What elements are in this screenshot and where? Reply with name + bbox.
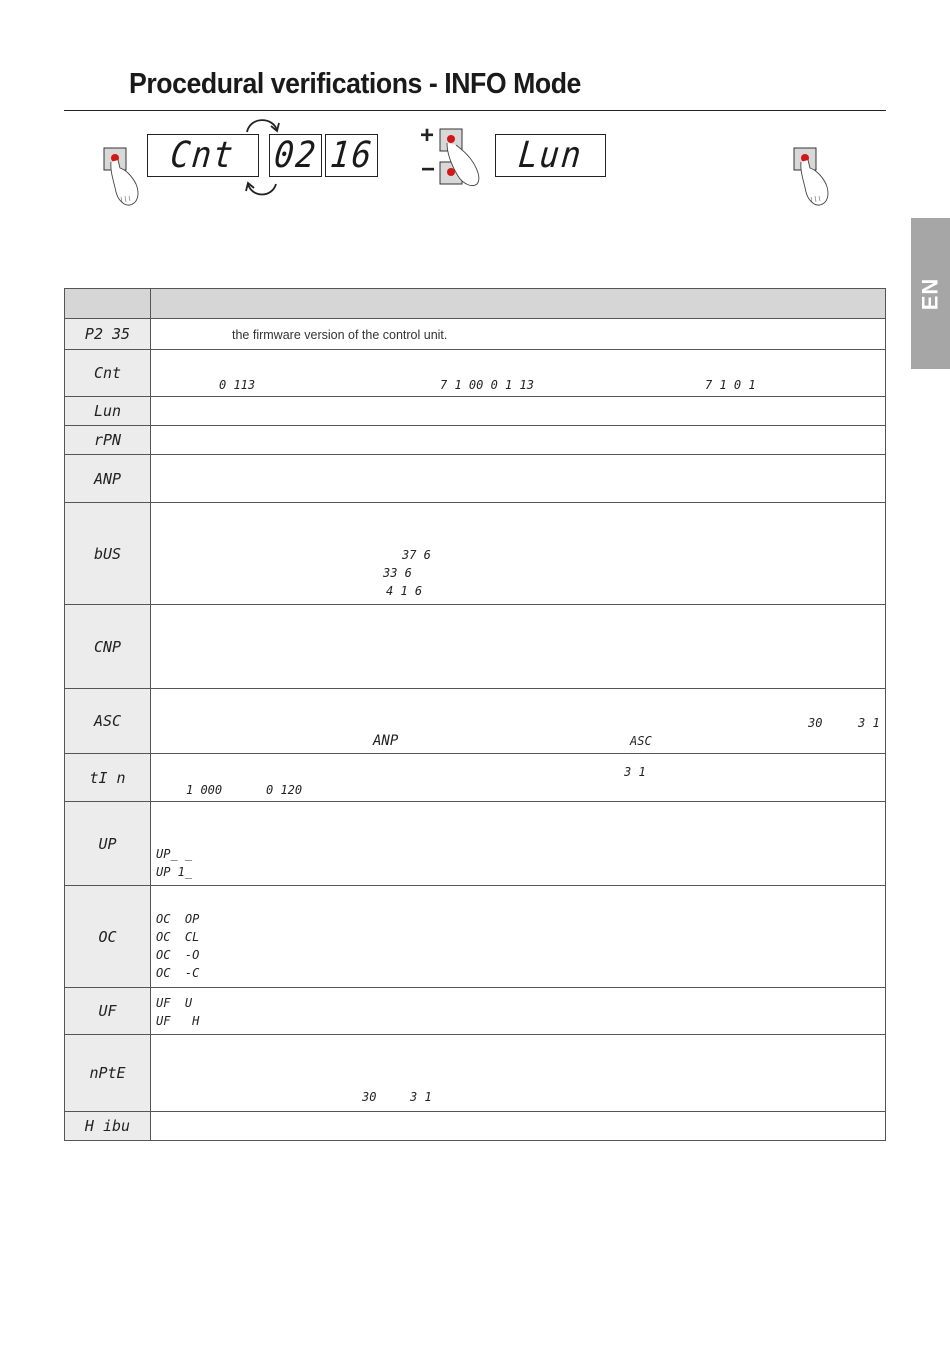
press-button-icon — [794, 148, 828, 205]
info-description: 3 1 1 000 0 120 — [151, 754, 886, 802]
info-code: bUS — [65, 503, 151, 605]
table-row — [65, 426, 886, 455]
title-divider — [64, 110, 886, 111]
info-description — [151, 455, 886, 503]
table-row — [65, 319, 886, 350]
procedure-diagram — [0, 112, 950, 212]
press-button-icon — [104, 148, 138, 205]
table-row — [65, 1112, 886, 1141]
table-row — [65, 988, 886, 1035]
info-description: 0 113 7 1 00 0 1 13 7 1 0 1 — [151, 350, 886, 397]
info-code: Lun — [65, 397, 151, 426]
info-description: 37 6 33 6 4 1 6 — [151, 503, 886, 605]
table-row — [65, 503, 886, 605]
info-description: the firmware version of the control unit. — [151, 319, 886, 350]
table-row — [65, 754, 886, 802]
info-code: UF — [65, 988, 151, 1035]
display-code: Cnt — [147, 134, 259, 177]
minus-sign: − — [421, 156, 436, 183]
display-next-code: Lun — [495, 134, 606, 177]
table-header-row — [65, 289, 886, 319]
info-code: CNP — [65, 605, 151, 689]
table-row — [65, 689, 886, 754]
info-code: tI n — [65, 754, 151, 802]
table-row — [65, 455, 886, 503]
button-illustrations — [0, 112, 950, 212]
display-value-low: 16 — [325, 134, 378, 177]
page-title: Procedural verifications - INFO Mode — [129, 68, 581, 100]
info-code: UP — [65, 802, 151, 886]
info-code: H ibu — [65, 1112, 151, 1141]
info-description: OC OP OC CL OC -O OC -C — [151, 886, 886, 988]
table-row — [65, 605, 886, 689]
language-tab: EN — [911, 218, 950, 369]
info-description: 30 3 1 — [151, 1035, 886, 1112]
info-description — [151, 397, 886, 426]
info-code: Cnt — [65, 350, 151, 397]
info-code: rPN — [65, 426, 151, 455]
plus-sign: + — [420, 122, 435, 149]
info-description: UF U UF H — [151, 988, 886, 1035]
info-description — [151, 1112, 886, 1141]
info-code: OC — [65, 886, 151, 988]
table-row — [65, 397, 886, 426]
info-code: P2 35 — [65, 319, 151, 350]
table-row — [65, 350, 886, 397]
info-code: ANP — [65, 455, 151, 503]
info-description — [151, 426, 886, 455]
info-code: nPtE — [65, 1035, 151, 1112]
table-row — [65, 802, 886, 886]
info-table — [64, 288, 886, 1141]
table-row — [65, 1035, 886, 1112]
display-value-high: 02 — [269, 134, 322, 177]
plus-minus-buttons-icon — [440, 129, 479, 186]
table-row — [65, 886, 886, 988]
info-description: 30 3 1 ANP ASC — [151, 689, 886, 754]
info-description: UP_ _ UP 1_ — [151, 802, 886, 886]
info-code: ASC — [65, 689, 151, 754]
info-description — [151, 605, 886, 689]
